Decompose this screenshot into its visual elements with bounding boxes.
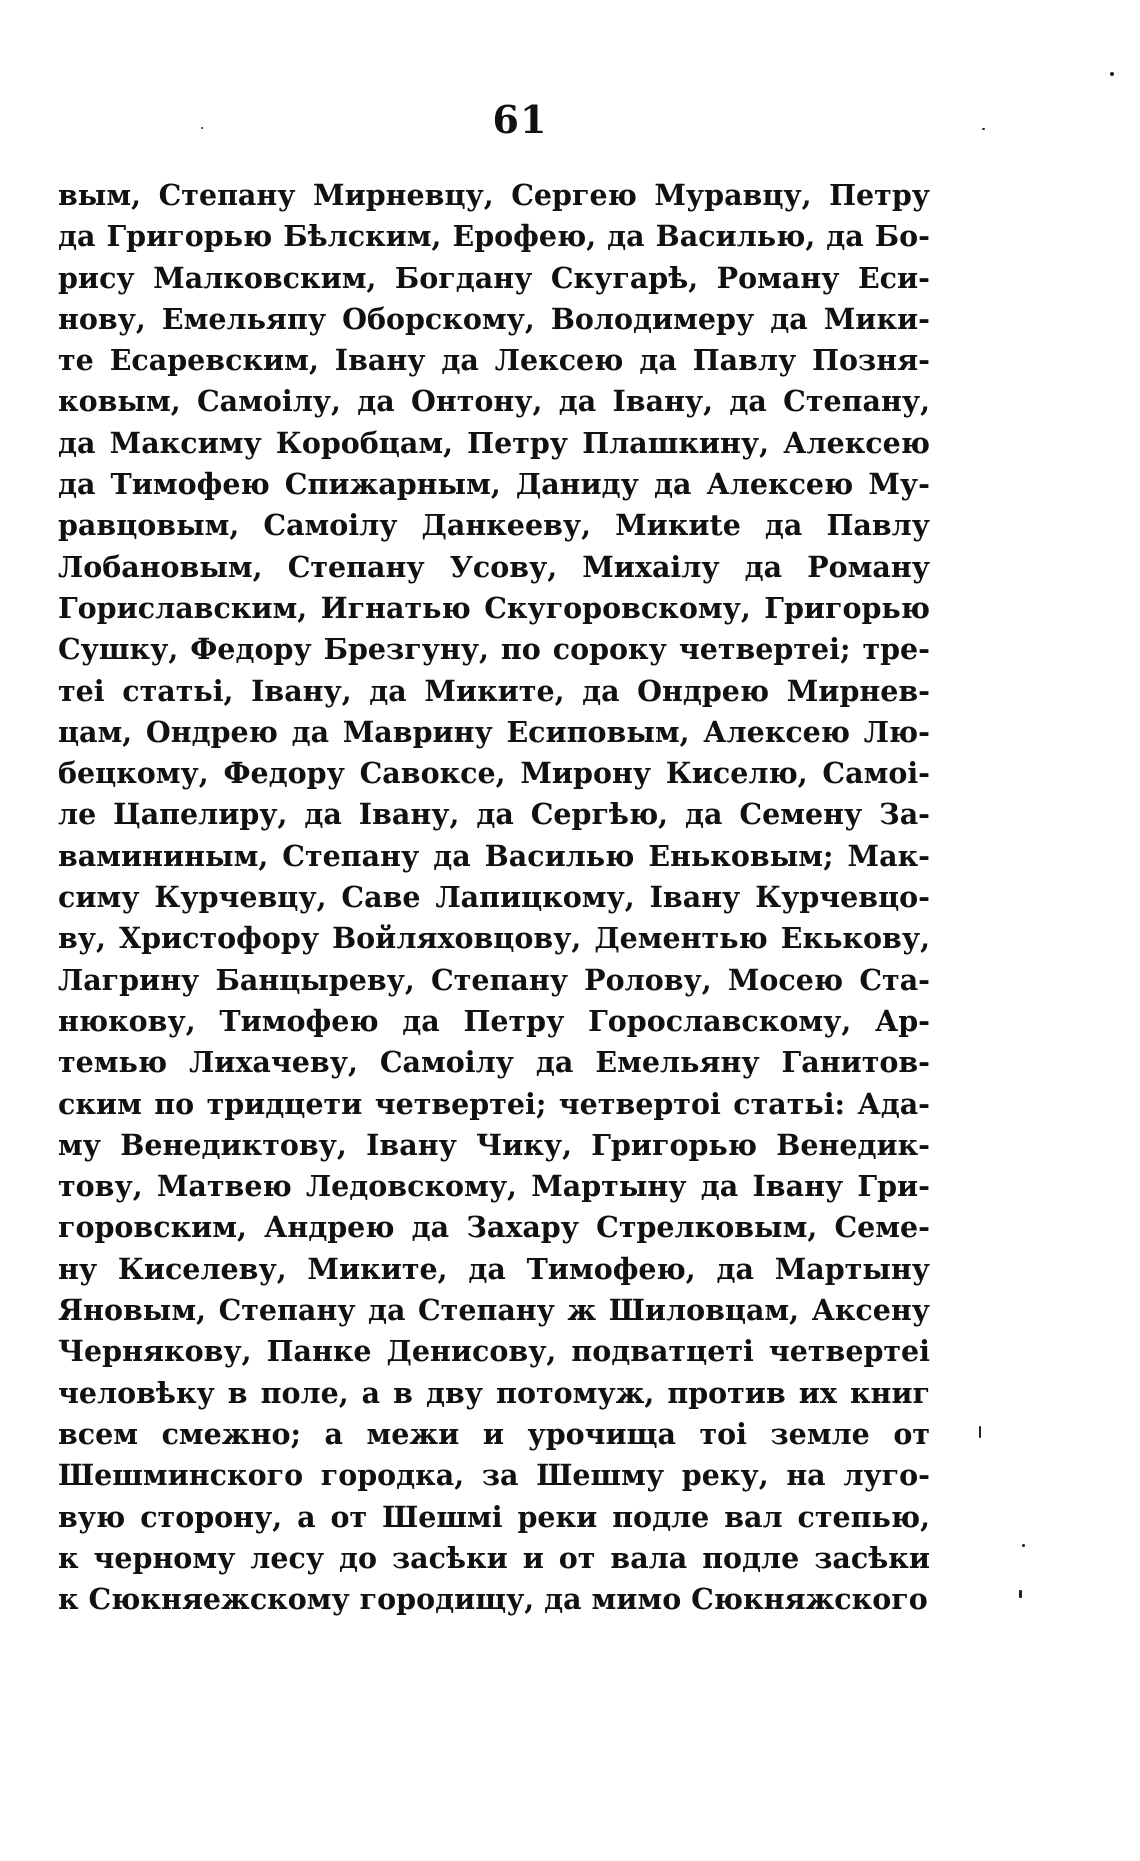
text-line: да Тимофею Спижарным, Даниду да Алексею Му-	[58, 467, 930, 502]
text-line: ну Киселеву, Миките, да Тимофею, да Мартыну	[58, 1251, 930, 1286]
text-line: темью Лихачеву, Самоілу да Емельяну Ганитов-	[58, 1045, 930, 1080]
text-line: ским по тридцети четвертеі; четвертоі статьі: Ада-	[58, 1086, 930, 1121]
text-line: равцовым, Самоілу Данкееву, Микиte да Павлу	[58, 508, 930, 543]
text-line: нюкову, Тимофею да Петру Горославскому, Ар-	[58, 1003, 930, 1038]
text-line: му Венедиктову, Івану Чику, Григорью Венедик-	[58, 1127, 930, 1162]
text-line: Лагрину Банцыреву, Степану Ролову, Мосею Ста-	[58, 962, 930, 997]
text-line: теі статьі, Івану, да Миките, да Ондрею Мирнев-	[58, 673, 930, 708]
text-line: всем смежно; а межи и урочища тоі земле от	[58, 1416, 930, 1451]
page-number: 61	[492, 97, 548, 142]
text-line: Яновым, Степану да Степану ж Шиловцам, Аксену	[58, 1293, 930, 1328]
scan-speck	[1022, 1544, 1025, 1547]
text-line: вамининым, Степану да Василью Еньковым; Мак-	[58, 838, 930, 873]
text-line: бецкому, Федору Савоксе, Мирону Киселю, Самоі-	[58, 756, 930, 791]
text-line: ле Цапелиру, да Івану, да Сергѣю, да Семену За-	[58, 797, 930, 832]
scan-speck	[1110, 72, 1114, 76]
text-line: вую сторону, а от Шешмі реки подле вал степью,	[58, 1499, 930, 1534]
body-text	[58, 175, 930, 1620]
text-line: ковым, Самоілу, да Онтону, да Івану, да Степану,	[58, 384, 930, 419]
text-line: Чернякову, Панке Денисову, подватцеті четвертеі	[58, 1334, 930, 1369]
text-line: да Григорью Бѣлским, Ерофею, да Василью, да Бо-	[58, 219, 930, 254]
text-line: нову, Емельяпу Оборскому, Володимеру да Мики-	[58, 301, 930, 336]
text-line: Гориславским, Игнатью Скугоровскому, Григорью	[58, 590, 930, 625]
text-line: горовским, Андрею да Захару Стрелковым, Семе-	[58, 1210, 930, 1245]
text-line: Сушку, Федору Брезгуну, по сороку четвертеі; тре-	[58, 632, 930, 667]
scan-speck	[201, 127, 203, 129]
text-line: Лобановым, Степану Усову, Михаілу да Роману	[58, 549, 930, 584]
text-line: те Есаревским, Івану да Лексею да Павлу Позня-	[58, 343, 930, 378]
scan-speck	[979, 1426, 981, 1438]
text-line: ву, Христофору Войляховцову, Дементью Екькову,	[58, 921, 930, 956]
text-line: рису Малковским, Богдану Скугарѣ, Роману Еси-	[58, 260, 930, 295]
scan-speck	[1019, 1590, 1022, 1598]
text-line: тову, Матвею Ледовскому, Мартыну да Івану Гри-	[58, 1169, 930, 1204]
scan-speck	[982, 128, 985, 130]
text-line: к черному лесу до засѣки и от вала подле засѣки	[58, 1540, 930, 1575]
text-line: к Сюкняежскому городищу, да мимо Сюкняжского	[58, 1582, 928, 1617]
text-line: да Максиму Коробцам, Петру Плашкину, Алексею	[58, 425, 930, 460]
text-line: Шешминского городка, за Шешму реку, на луго-	[58, 1458, 930, 1493]
text-line: симу Курчевцу, Саве Лапицкому, Івану Курчевцо-	[58, 880, 930, 915]
text-line: вым, Степану Мирневцу, Сергею Муравцу, Петру	[58, 178, 930, 212]
text-line: человѣку в поле, а в дву потомуж, против их книг	[58, 1375, 930, 1410]
text-line: цам, Ондрею да Маврину Есиповым, Алексею Лю-	[58, 714, 930, 749]
